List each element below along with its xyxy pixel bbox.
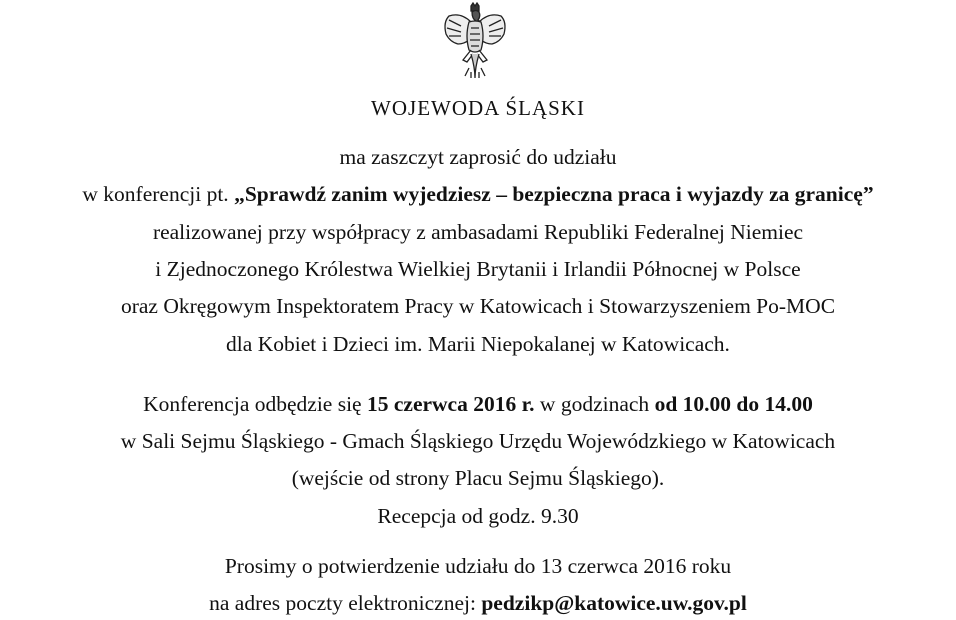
polish-eagle-emblem-icon [441,2,509,80]
intro-line-5: oraz Okręgowym Inspektoratem Pracy w Katowicach i Stowarzyszeniem Po-MOC [120,294,836,318]
conference-date: 15 czerwca 2016 r. [366,392,535,416]
intro-line-2 [0,181,956,207]
header-title: WOJEWODA ŚLĄSKI [371,96,585,120]
details-text-b: w godzinach [534,392,655,416]
rsvp-prefix: na adres poczty elektronicznej: [209,591,482,615]
details-text-a: Konferencja odbędzie się [143,392,367,416]
conference-time: od 10.00 do 14.00 [654,392,813,416]
conference-title: „Sprawdź zanim wyjedziesz – bezpieczna praca i wyjazdy za granicę” [234,182,874,206]
rsvp-email[interactable]: pedzikp@katowice.uw.gov.pl [481,591,747,615]
details-line-4: Recepcja od godz. 9.30 [377,504,579,528]
intro-line-1: ma zaszczyt zaprosić do udziału [339,145,617,169]
intro-line-3: realizowanej przy współpracy z ambasadami Republiki Federalnej Niemiec [152,220,804,244]
rsvp-line-2 [0,590,956,616]
intro-line-2-prefix: w konferencji pt. [82,182,235,206]
details-line-1 [0,391,956,417]
details-line-2: w Sali Sejmu Śląskiego - Gmach Śląskiego Urzędu Wojewódzkiego w Katowicach [120,429,836,453]
rsvp-line-1: Prosimy o potwierdzenie udziału do 13 czerwca 2016 roku [224,554,732,578]
intro-line-6: dla Kobiet i Dzieci im. Marii Niepokalanej w Katowicach. [226,332,730,356]
details-line-3: (wejście od strony Placu Sejmu Śląskiego). [291,466,665,490]
intro-line-4: i Zjednoczonego Królestwa Wielkiej Brytanii i Irlandii Północnej w Polsce [155,257,801,281]
